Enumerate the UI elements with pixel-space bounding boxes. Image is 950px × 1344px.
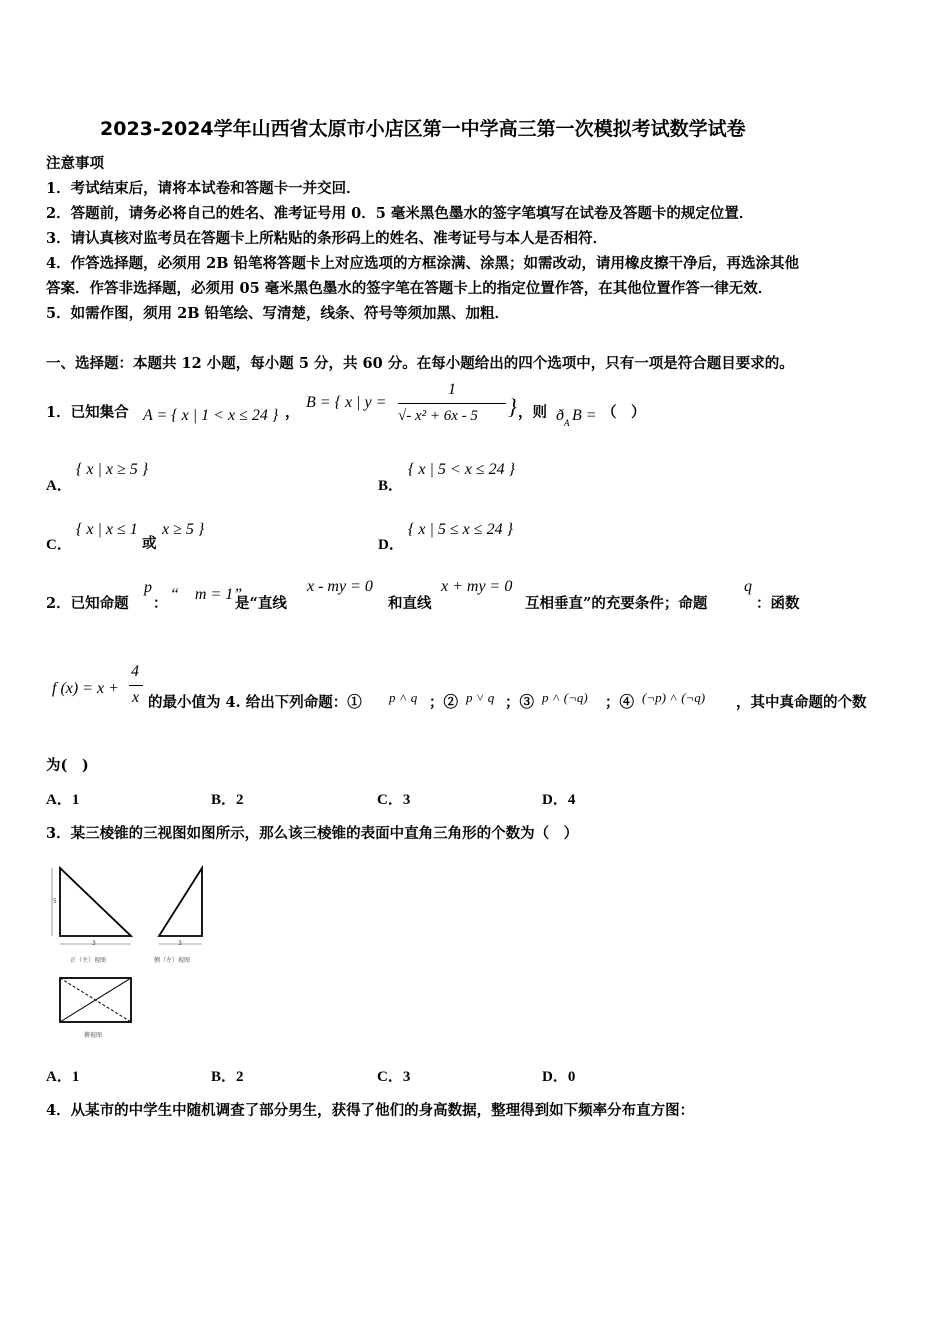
q2-option-b: B．2 bbox=[211, 792, 244, 808]
q2-perp: 互相垂直”的充要条件；命题 bbox=[525, 595, 708, 612]
notice-item: 3．请认真核对监考员在答题卡上所粘贴的条形码上的姓名、准考证号与本人是否相符． bbox=[46, 230, 608, 247]
q2-tail: ，其中真命题的个数 bbox=[736, 694, 867, 711]
q1-option-d: { x | 5 ≤ x ≤ 24 } bbox=[408, 521, 513, 538]
notice-item: 2．答题前，请务必将自己的姓名、准考证号用 0．5 毫米黑色墨水的签字笔填写在试卷及答题卡的规定位置． bbox=[46, 205, 754, 222]
q1-option-b-label: B． bbox=[378, 478, 404, 494]
q2-choice-4: (¬p) ˄ (¬q) bbox=[642, 690, 706, 705]
page-title: 2023-2024学年山西省太原市小店区第一中学高三第一次模拟考试数学试卷 bbox=[100, 118, 746, 140]
q1-numerator: 1 bbox=[448, 381, 456, 398]
q2-func: ：函数 bbox=[756, 595, 800, 612]
side-view-label: 侧（左）视图 bbox=[154, 957, 191, 964]
complement-subscript: A bbox=[564, 418, 570, 428]
q1-option-b: { x | 5 < x ≤ 24 } bbox=[408, 461, 515, 478]
side-view-triangle bbox=[159, 868, 202, 936]
q1-set-b-right: } bbox=[508, 394, 517, 419]
q2-sep-2: ；② bbox=[429, 694, 458, 711]
q1-set-a: A = { x | 1 < x ≤ 24 } bbox=[143, 407, 279, 424]
q1-denominator: √- x² + 6x - 5 bbox=[398, 408, 478, 424]
q1-option-c-or: 或 bbox=[142, 535, 157, 552]
q3-option-a: A．1 bbox=[46, 1069, 80, 1085]
front-view-triangle bbox=[60, 868, 131, 936]
q3-option-b: B．2 bbox=[211, 1069, 244, 1085]
q1-option-a: { x | x ≥ 5 } bbox=[76, 461, 149, 478]
q2-sep-3: ；③ bbox=[505, 694, 534, 711]
dim-label-3-side: 3 bbox=[178, 940, 182, 947]
notice-item: 答案．作答非选择题，必须用 05 毫米黑色墨水的签字笔在答题卡上的指定位置作答，在其他位置作答一律无效． bbox=[46, 280, 773, 297]
q1-b-eq: B = bbox=[572, 407, 597, 424]
fraction-bar bbox=[129, 685, 143, 686]
q2-q: q bbox=[744, 578, 752, 595]
q2-option-d: D．4 bbox=[542, 792, 576, 808]
q2-line2: x + my = 0 bbox=[441, 578, 513, 595]
q3-option-d: D．0 bbox=[542, 1069, 576, 1085]
q1-prefix: 1．已知集合 bbox=[46, 404, 129, 421]
notice-item: 5．如需作图，须用 2B 铅笔绘、写清楚，线条、符号等须加黑、加粗． bbox=[46, 305, 510, 322]
complement-symbol: ð bbox=[556, 407, 564, 424]
q2-p: p bbox=[144, 579, 152, 596]
q2-choice-2: p ˅ q bbox=[466, 690, 495, 705]
q2-prefix: 2．已知命题 bbox=[46, 595, 129, 612]
q1-option-c-part2: x ≥ 5 } bbox=[162, 521, 205, 538]
q2-fx: f (x) = x + bbox=[52, 680, 119, 697]
top-view-label: 俯视图 bbox=[84, 1032, 103, 1039]
front-view-label: 正（主）视图 bbox=[70, 957, 107, 964]
q2-choice-1: p ˄ q bbox=[389, 690, 418, 705]
q2-choice-3: p ˄ (¬q) bbox=[542, 690, 588, 705]
q2-option-c: C．3 bbox=[377, 792, 411, 808]
q1-option-a-label: A． bbox=[46, 478, 72, 494]
q2-rest: 的最小值为 4. 给出下列命题：① bbox=[148, 694, 362, 711]
q2-line1: x - my = 0 bbox=[307, 578, 373, 595]
q2-option-a: A．1 bbox=[46, 792, 80, 808]
q1-comma: ， bbox=[285, 404, 300, 421]
q1-option-d-label: D． bbox=[378, 537, 404, 553]
fraction-bar bbox=[398, 403, 506, 404]
notice-item: 4．作答选择题，必须用 2B 铅笔将答题卡上对应选项的方框涂满、涂黑；如需改动，请用橡皮擦干净后，再选涂其他 bbox=[46, 255, 800, 272]
q1-option-c-part1: { x | x ≤ 1 bbox=[76, 521, 138, 538]
q2-is: 是“直线 bbox=[235, 595, 287, 612]
q2-and: 和直线 bbox=[388, 595, 432, 612]
dim-label-5: 5 bbox=[53, 898, 57, 905]
dim-label-3-front: 3 bbox=[92, 940, 96, 947]
section-heading: 一、选择题：本题共 12 小题，每小题 5 分，共 60 分。在每小题给出的四个选项中，只有一项是符合题目要求的。 bbox=[46, 355, 794, 372]
notice-heading: 注意事项 bbox=[46, 155, 104, 172]
q2-num4: 4 bbox=[131, 663, 139, 680]
notice-item: 1．考试结束后，请将本试卷和答题卡一并交回． bbox=[46, 180, 361, 197]
q1-option-c-label: C． bbox=[46, 537, 72, 553]
q1-then: ，则 bbox=[518, 404, 547, 421]
q2-sep-4: ；④ bbox=[605, 694, 634, 711]
q1-answer-paren: （ ） bbox=[602, 404, 646, 421]
q3-option-c: C．3 bbox=[377, 1069, 411, 1085]
q2-condition: “ m = 1” bbox=[170, 586, 243, 603]
q2-wei: 为( ) bbox=[46, 757, 89, 774]
q1-set-b-left: B = { x | y = bbox=[306, 394, 387, 411]
q4-text: 4．从某市的中学生中随机调查了部分男生，获得了他们的身高数据，整理得到如下频率分布直方图： bbox=[46, 1102, 695, 1119]
q2-den-x: x bbox=[132, 689, 140, 706]
q2-colon: ： bbox=[153, 595, 168, 612]
q3-text: 3．某三棱锥的三视图如图所示，那么该三棱锥的表面中直角三角形的个数为（ ） bbox=[46, 825, 579, 842]
